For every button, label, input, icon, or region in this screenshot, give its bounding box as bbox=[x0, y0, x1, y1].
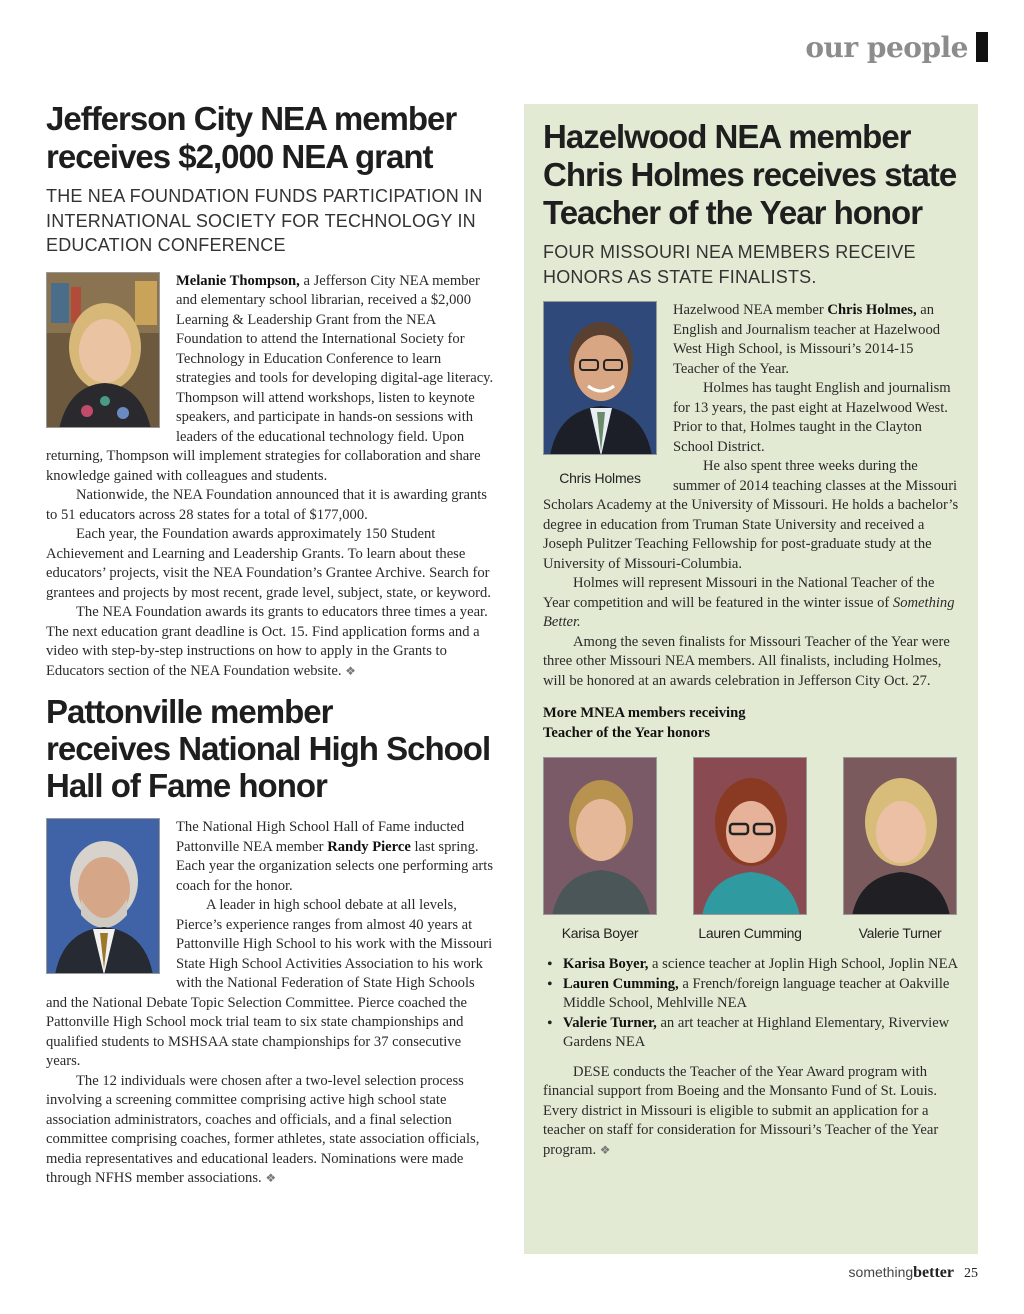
bullet-text: a French/foreign language teacher at Oakville Middle School, Mehlville NEA bbox=[563, 975, 950, 1011]
chris-holmes-photo bbox=[543, 301, 657, 455]
article2-headline-line3: Hall of Fame honor bbox=[46, 767, 327, 804]
left-column bbox=[46, 100, 498, 1189]
melanie-thompson-name: Melanie Thompson, bbox=[176, 272, 300, 289]
list-item bbox=[543, 1014, 962, 1053]
article3-p1-after: an English and Journalism teacher at Hazelwood West High School, is Missouri’s 2014-15 Teacher of the Year. bbox=[673, 302, 941, 377]
randy-pierce-name: Randy Pierce bbox=[327, 838, 411, 855]
bullet-name: Lauren Cumming, bbox=[563, 975, 679, 992]
chris-holmes-caption: Chris Holmes bbox=[559, 470, 641, 486]
footer-brand-better: better bbox=[913, 1264, 954, 1281]
melanie-thompson-photo bbox=[46, 272, 160, 428]
article2-body bbox=[46, 818, 498, 1189]
article1-p4: The NEA Foundation awards its grants to educators three times a year. The next education grant deadline is Oct. 15. Find application forms and a video with step-by-step instructions on how to apply in the Grants to Educators section of the NEA Foundation website. bbox=[46, 604, 488, 679]
article3-headline-line3: Teacher of the Year honor bbox=[543, 194, 923, 231]
chris-holmes-name: Chris Holmes, bbox=[827, 302, 917, 318]
article3-headline bbox=[543, 118, 962, 232]
article3-p4: Holmes will represent Missouri in the National Teacher of the Year competition and will be featured in the winter issue of bbox=[543, 575, 935, 611]
valerie-turner-photo bbox=[843, 757, 957, 915]
article3-p5: Among the seven finalists for Missouri Teacher of the Year were three other Missouri NEA members. All finalists, including Holmes, will be honored at an awards celebration in Jefferson City Oct. 27. bbox=[543, 633, 950, 689]
page-number: 25 bbox=[964, 1266, 978, 1281]
section-tag-text: our people bbox=[805, 30, 968, 64]
finalist-karisa-boyer bbox=[543, 757, 657, 941]
lauren-cumming-caption: Lauren Cumming bbox=[698, 925, 802, 941]
article3-body bbox=[543, 301, 962, 691]
randy-pierce-photo bbox=[46, 818, 160, 974]
article-jefferson-city bbox=[46, 100, 498, 681]
bullet-text: an art teacher at Highland Elementary, Riverview Gardens NEA bbox=[563, 1014, 950, 1050]
article3-p1-before: Hazelwood NEA member bbox=[673, 302, 828, 318]
finalists-subhead bbox=[543, 703, 962, 743]
article3-headline-line2: Chris Holmes receives state bbox=[543, 156, 957, 193]
chris-holmes-figure bbox=[543, 301, 657, 489]
karisa-boyer-photo bbox=[543, 757, 657, 915]
article2-p3: The 12 individuals were chosen after a two-level selection process involving a screening committee comprising active high school state association administrators, coaches and officials, and a final selection committee comprising coaches, former athletes, state association officials, media representatives and educational leaders. Nominations were made through NFHS member associations. bbox=[46, 1072, 480, 1186]
closing-paragraph bbox=[543, 1063, 962, 1161]
end-mark: ❖ bbox=[599, 1142, 611, 1157]
finalists-photo-row bbox=[543, 757, 957, 941]
article1-deck: THE NEA FOUNDATION FUNDS PARTICIPATION IN INTERNATIONAL SOCIETY FOR TECHNOLOGY IN EDUCATION CONFERENCE bbox=[46, 186, 483, 255]
article1-p2: Nationwide, the NEA Foundation announced that it is awarding grants to 51 educators across 28 states for a total of $177,000. bbox=[46, 487, 487, 523]
article1-headline bbox=[46, 100, 498, 176]
footer-brand-something: something bbox=[848, 1264, 914, 1280]
section-tag bbox=[805, 30, 988, 64]
finalists-list bbox=[543, 955, 962, 1053]
bullet-name: Valerie Turner, bbox=[563, 1014, 657, 1031]
article2-p2: A leader in high school debate at all levels, Pierce’s experience ranges from almost 40 years at Pattonville High School to his work with the Missouri State High School Activities Association to his work with the National Federation of State High Schools and the National Debate Topic Selection Committee. Pierce coached the Pattonville High School mock trial team to six state championships and qualified students to MSHSAA state championships for 37 consecutive years. bbox=[46, 897, 493, 1069]
list-item bbox=[543, 955, 962, 975]
article3-headline-line1: Hazelwood NEA member bbox=[543, 118, 911, 155]
end-mark: ❖ bbox=[345, 663, 356, 678]
lauren-cumming-photo bbox=[693, 757, 807, 915]
closing-text: DESE conducts the Teacher of the Year Award program with financial support from Boeing and the Monsanto Fund of St. Louis. Every district in Missouri is eligible to submit an application for a teacher on staff for consideration for Missouri’s Teacher of the Year program. bbox=[543, 1063, 939, 1158]
article2-p1-after: last spring. Each year the organization selects one performing arts coach for the honor. bbox=[176, 838, 494, 894]
karisa-boyer-caption: Karisa Boyer bbox=[561, 925, 639, 941]
page-footer bbox=[849, 1264, 978, 1282]
section-tag-bar bbox=[976, 32, 988, 62]
list-item bbox=[543, 975, 962, 1014]
finalists-subhead-line2: Teacher of the Year honors bbox=[543, 725, 711, 741]
article-pattonville bbox=[46, 693, 498, 1189]
article3-p3: He also spent three weeks during the summer of 2014 teaching classes at the Missouri Scholars Academy at the University of Missouri. He holds a bachelor’s degree in education from Truman State University and received a Joseph Pulitzer Teaching Fellowship for post-graduate study at the University of Missouri-Columbia. bbox=[543, 458, 959, 572]
finalist-valerie-turner bbox=[843, 757, 957, 941]
article3-p2: Holmes has taught English and journalism for 13 years, the past eight at Hazelwood West. Prior to that, Holmes taught in the Clayton School District. bbox=[673, 380, 951, 455]
bullet-name: Karisa Boyer, bbox=[563, 956, 649, 972]
finalists-subhead-line1: More MNEA members receiving bbox=[543, 705, 746, 721]
article1-headline-line2: receives $2,000 NEA grant bbox=[46, 138, 433, 175]
bullet-text: a science teacher at Joplin High School, Joplin NEA bbox=[648, 956, 959, 972]
publication-title: Something Better. bbox=[543, 594, 955, 630]
valerie-turner-caption: Valerie Turner bbox=[858, 925, 942, 941]
article1-body bbox=[46, 272, 498, 682]
article3-deck: FOUR MISSOURI NEA MEMBERS RECEIVE HONORS AS STATE FINALISTS. bbox=[543, 242, 916, 287]
article1-headline-line1: Jefferson City NEA member bbox=[46, 100, 457, 137]
end-mark: ❖ bbox=[265, 1171, 277, 1185]
finalist-lauren-cumming bbox=[693, 757, 807, 941]
article1-p3: Each year, the Foundation awards approximately 150 Student Achievement and Learning and Leadership Grants. To learn about these educators’ projects, visit the NEA Foundation’s Grantee Archive. Search for grantees and projects by most recent, grade level, subject, state, or keyword. bbox=[46, 526, 491, 601]
article2-headline bbox=[46, 693, 498, 804]
right-column-sidebar bbox=[524, 104, 978, 1254]
article1-p1: a Jefferson City NEA member and elementary school librarian, received a $2,000 Learning & Leadership Grant from the NEA Foundation to attend the International Society for Technology in Education Conference to learn strategies and tools for developing digital-age literacy. Thompson will attend workshops, listen to keynote speakers, and participate in hands-on sessions with leaders of the educational technology field. Upon returning, Thompson will implement strategies for collaboration and share knowledge gained with colleagues and students. bbox=[46, 272, 494, 484]
article2-headline-line2: receives National High School bbox=[46, 730, 491, 767]
article2-headline-line1: Pattonville member bbox=[46, 693, 333, 730]
article2-p1-before: The National High School Hall of Fame inducted Pattonville NEA member bbox=[176, 819, 465, 855]
